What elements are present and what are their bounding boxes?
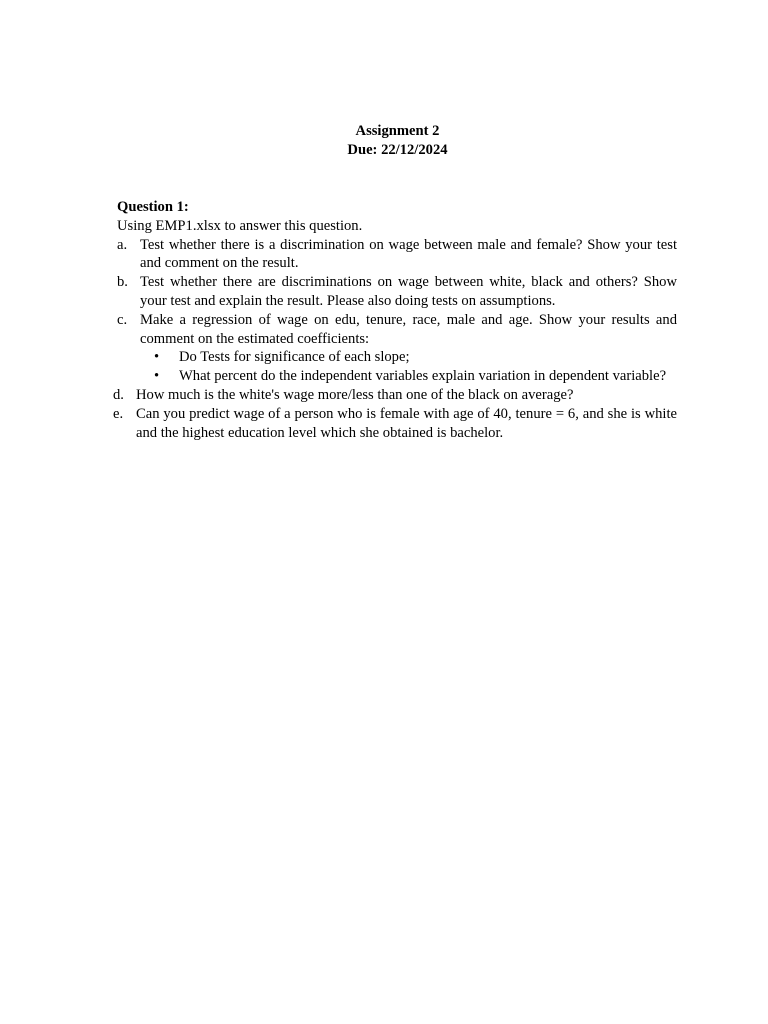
assignment-title: Assignment 2 [355, 123, 440, 139]
bullet-icon: • [154, 368, 160, 385]
list-item-a [117, 236, 677, 274]
sub-bullet-2 [117, 367, 677, 386]
list-marker-e: e. [113, 405, 124, 422]
list-marker-c: c. [117, 311, 128, 328]
list-text-e: Can you predict wage of a person who is female with age of 40, tenure = 6, and she is white and the highest education level which she obtained is bachelor. [136, 405, 677, 441]
sub-bullet-text-2: What percent do the independent variables explain variation in dependent variable? [179, 368, 667, 385]
due-date: Due: 22/12/2024 [347, 141, 448, 158]
list-item-e [113, 405, 677, 443]
list-text-c: Make a regression of wage on edu, tenure, race, male and age. Show your results and comment on the estimated coefficients: [140, 311, 677, 347]
sub-bullet-text-1: Do Tests for significance of each slope; [179, 349, 410, 366]
list-text-d: How much is the white's wage more/less than one of the black on average? [136, 386, 574, 403]
list-item-c [117, 311, 677, 349]
list-marker-d: d. [113, 386, 124, 403]
list-item-b [117, 273, 677, 311]
question-content [113, 198, 677, 442]
list-text-a: Test whether there is a discrimination on wage between male and female? Show your test and comment on the result. [140, 236, 677, 272]
list-item-d [113, 386, 677, 405]
title-block [0, 122, 768, 160]
list-marker-a: a. [117, 236, 128, 253]
question-heading: Question 1: [117, 199, 189, 215]
list-text-b: Test whether there are discriminations on wage between white, black and others? Show your test and explain the result. Please also doing tests on assumptions. [140, 274, 677, 309]
question-intro: Using EMP1.xlsx to answer this question. [117, 217, 363, 234]
list-marker-b: b. [117, 274, 128, 291]
bullet-icon: • [154, 349, 160, 366]
sub-bullet-1 [117, 348, 677, 367]
